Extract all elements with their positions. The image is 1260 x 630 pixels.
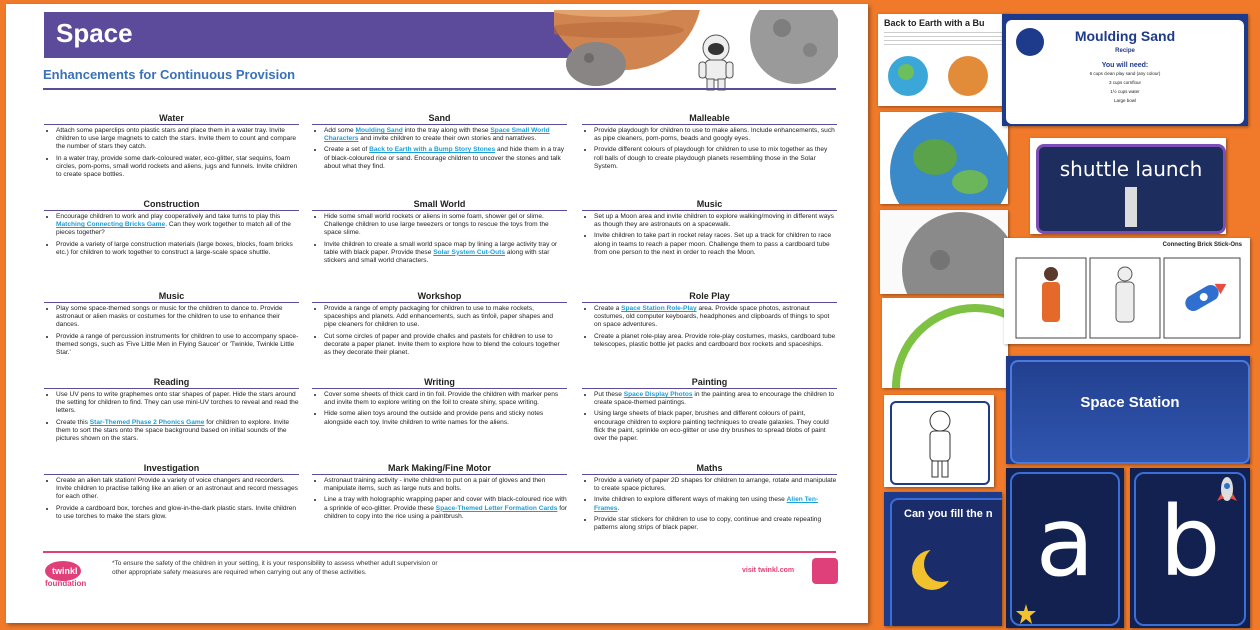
bullet-text: Add some <box>324 127 356 134</box>
brick-sticker-images <box>1004 252 1250 342</box>
bullet-item <box>594 496 837 512</box>
star-icon <box>1016 604 1036 624</box>
section-heading: Reading <box>44 376 299 389</box>
bullet-text: Provide playdough for children to use to make aliens. Include enhancements, such as pipe cleaners, pom-poms, beads and googly eyes. <box>594 127 835 143</box>
bullet-item <box>56 213 299 238</box>
sand-bucket-icon <box>1016 28 1044 56</box>
story-thumb-title: Back to Earth with a Bu <box>884 18 985 28</box>
bullet-list <box>582 305 837 349</box>
bullet-item <box>594 391 837 407</box>
bullet-text: and hide them in a tray of black-coloured rice or sand. Encourage children to uncover the stones and talk about what they find. <box>324 146 565 170</box>
bullet-item <box>594 516 837 532</box>
bullet-item <box>594 410 837 443</box>
bullet-text: for children to explore. Invite them to sort the stars onto the space background based on initial sounds of the pictures shown on the stars. <box>56 418 290 443</box>
bullet-item <box>56 477 299 502</box>
bullet-item <box>324 410 567 426</box>
safety-footnote: *To ensure the safety of the children in your setting, it is your responsibility to assess whether adult supervision or other appropriate safety measures are required when carrying out any of these activities. <box>112 560 438 576</box>
bullet-item <box>56 155 299 180</box>
bullet-text: and invite children to create their own stories and narratives. <box>358 135 537 143</box>
asteroid-image <box>566 42 626 86</box>
section-heading: Sand <box>312 112 567 125</box>
bullet-list <box>44 127 299 179</box>
section-heading: Music <box>44 290 299 303</box>
sand-ingredient: 3 cups cornflour <box>1108 80 1142 85</box>
footer-rule <box>43 551 836 553</box>
bullet-item <box>324 333 567 358</box>
page-subtitle: Enhancements for Continuous Provision <box>43 67 296 82</box>
bullet-list <box>312 391 567 427</box>
section-writing <box>312 376 567 430</box>
bullet-text: Invite children to explore different ways of making ten using these <box>594 496 787 504</box>
page-title: Space <box>56 18 133 48</box>
shuttle-image <box>1039 187 1223 227</box>
resource-link[interactable]: Space Small World Characters <box>324 127 550 143</box>
sand-ingredient: Large bowl <box>1113 98 1136 103</box>
bullet-item <box>324 127 567 143</box>
bullet-item <box>56 305 299 330</box>
enhancements-document <box>6 4 868 623</box>
bullet-item <box>56 391 299 416</box>
letter-b-card-thumbnail[interactable] <box>1130 468 1250 628</box>
bullet-item <box>56 505 299 521</box>
bullet-list <box>44 305 299 357</box>
bullet-text: . <box>617 504 620 512</box>
bullet-item <box>594 127 837 143</box>
resource-link[interactable]: Solar System Cut-Outs <box>433 248 506 256</box>
visit-link[interactable]: visit twinkl.com <box>742 567 795 574</box>
moon-image <box>750 10 838 84</box>
svg-text:foundation: foundation <box>45 579 87 588</box>
bullet-text: Using large sheets of black paper, brushes and different colours of paint, encourage children to explore painting techniques to create galaxies. They could flick the paint, sprinkle on eco-glitter or use dry brushes to spread blobs of paint over the paper. <box>594 410 829 443</box>
bullet-text: Set up a Moon area and invite children to explore walking/moving in different ways as though they are astronauts on a spacewalk. <box>594 213 834 229</box>
bullet-item <box>324 496 567 521</box>
fill-the-moon-thumbnail[interactable] <box>884 492 1002 626</box>
bullet-list <box>582 127 837 171</box>
section-heading: Music <box>582 198 837 211</box>
bullet-text: Create a set of <box>324 146 370 154</box>
resource-link[interactable]: Star-Themed Phase 2 Phonics Game <box>89 418 205 426</box>
section-sand <box>312 112 567 174</box>
bullet-text: Astronaut training activity - invite children to put on a pair of gloves and then manipulate items, such as large nuts and bolts. <box>324 477 546 493</box>
bullet-item <box>56 241 299 257</box>
section-music <box>44 290 299 360</box>
section-workshop <box>312 290 567 360</box>
connecting-brick-thumbnail[interactable] <box>1004 238 1250 344</box>
section-heading: Investigation <box>44 462 299 475</box>
bullet-text: Create a planet role-play area. Provide role-play costumes, masks, cardboard tube telescopes, plastic bottle jet packs and cardboard box rockets and spaceships. <box>594 332 836 348</box>
bullet-list <box>582 477 837 532</box>
resource-link[interactable]: Matching Connecting Bricks Game <box>56 221 166 229</box>
astronaut-outline-image <box>892 403 988 483</box>
bullet-item <box>324 477 567 493</box>
astronaut-image <box>699 35 733 90</box>
astronaut-card-thumbnail[interactable] <box>884 395 994 487</box>
bullet-list <box>312 127 567 171</box>
bullet-text: Invite children to take part in rocket relay races. Set up a track for children to race along in teams to reach a paper moon. Challenge them to pass a cardboard tube from one person to the next in order to reach the Moon. <box>594 232 832 256</box>
bullet-item <box>594 232 837 257</box>
section-role-play <box>582 290 837 352</box>
bullet-text: Line a tray with holographic wrapping paper and cover with black-coloured rice with a sprinkle of eco-glitter. Provide these <box>324 496 567 512</box>
bullet-item <box>594 213 837 229</box>
svg-text:twinkl: twinkl <box>52 566 78 576</box>
planet-stones-image <box>878 46 1008 96</box>
bullet-item <box>56 127 299 152</box>
resource-link[interactable]: Space Display Photos <box>623 391 693 398</box>
bullet-list <box>582 391 837 443</box>
bullet-list <box>312 477 567 521</box>
bullet-item <box>594 477 837 493</box>
section-heading: Mark Making/Fine Motor <box>312 462 567 475</box>
bullet-text: In a water tray, provide some dark-coloured water, eco-glitter, star sequins, foam circles, pom-poms, small world rockets and aliens, jugs and funnels. Invite children to create space bottles. <box>56 154 298 179</box>
bullet-list <box>582 213 837 257</box>
moulding-sand-recipe-thumbnail[interactable] <box>1002 14 1248 126</box>
bullet-text: Create an alien talk station! Provide a variety of voice changers and recorders. Invite children to practise talking like an alien or an astronaut and record messages for each other. <box>56 477 298 501</box>
section-reading <box>44 376 299 446</box>
section-heading: Small World <box>312 198 567 211</box>
earth-image-thumbnail[interactable] <box>880 112 1008 204</box>
sand-thumb-subtitle: Recipe <box>1115 48 1135 54</box>
header-rule <box>43 88 836 90</box>
space-hero-illustration <box>554 10 838 92</box>
quality-badge-icon <box>812 558 838 584</box>
sand-ingredient: 1½ cups water <box>1110 89 1140 94</box>
bullet-text: Provide different colours of playdough for children to use to mix together as they roll balls of dough to create playdough planets resembling those in the Solar System. <box>594 146 828 170</box>
bullet-text: Play some space-themed songs or music for the children to dance to. Provide astronaut or alien masks or costumes for the children to use to enhance their dances. <box>56 305 283 329</box>
section-construction <box>44 198 299 260</box>
bullet-text: . Can they work together to match all of the pieces together? <box>56 221 291 237</box>
section-heading: Maths <box>582 462 837 475</box>
section-heading: Painting <box>582 376 837 389</box>
section-maths <box>582 462 837 535</box>
sand-ingredient: 6 cups clean play sand (any colour) <box>1089 71 1161 76</box>
bullet-text: Attach some paperclips onto plastic stars and place them in a water tray. Invite children to use large magnets to catch the stars. Invite them to count and compare the number of stars they catch. <box>56 127 297 151</box>
section-malleable <box>582 112 837 174</box>
twinkl-foundation-logo <box>44 560 100 588</box>
bullet-list <box>312 213 567 265</box>
section-heading: Workshop <box>312 290 567 303</box>
fill-thumb-title: Can you fill the n <box>904 508 993 520</box>
section-heading: Water <box>44 112 299 125</box>
resource-link[interactable]: Space-Themed Letter Formation Cards <box>435 504 558 512</box>
bullet-text: Provide a range of percussion instruments for children to use to accompany space-themed songs, such as 'Five Little Men in Flying Saucer' or 'Twinkle, Twinkle Little Star.' <box>56 332 299 357</box>
resource-link[interactable]: Back to Earth with a Bump Story Stones <box>369 146 496 154</box>
bullet-text: Provide a variety of large construction materials (large boxes, blocks, foam bricks etc.) for children to work together to construct a large-scale space shuttle. <box>56 240 293 256</box>
section-heading: Malleable <box>582 112 837 125</box>
bullet-text: Hide some alien toys around the outside and provide pens and sticky notes alongside each toy. Invite children to write names for the aliens. <box>324 410 544 426</box>
bricks-thumb-title: Connecting Brick Stick-Ons <box>1162 242 1242 248</box>
bullet-text: along with star stickers and small world characters. <box>324 248 550 265</box>
bullet-item <box>56 333 299 358</box>
bullet-text: Cut some circles of paper and provide chalks and pastels for children to use to decorate a paper planet. Invite them to explore how to blend the colours together as they decorate their planet. <box>324 332 560 357</box>
section-heading: Construction <box>44 198 299 211</box>
bullet-item <box>594 146 837 171</box>
bullet-text: Provide star stickers for children to use to copy, continue and create repeating patterns along strips of black paper. <box>594 515 822 532</box>
resource-link[interactable]: Alien Ten-Frames <box>594 496 819 512</box>
bullet-text: Provide a variety of paper 2D shapes for children to arrange, rotate and manipulate to create space pictures. <box>594 477 837 493</box>
shuttle-thumb-title: shuttle launch <box>1059 157 1203 181</box>
rocket-icon <box>1214 476 1240 502</box>
letter-b: b <box>1159 486 1221 598</box>
section-music <box>582 198 837 260</box>
bullet-item <box>324 241 567 266</box>
shuttle-launch-thumbnail[interactable] <box>1030 138 1226 234</box>
bullet-list <box>312 305 567 357</box>
bullet-item <box>324 391 567 407</box>
section-painting <box>582 376 837 446</box>
bullet-text: Hide some small world rockets or aliens in some foam, shower gel or slime. Challenge children to use large tweezers or tongs to rescue the toys from the space slime. <box>324 213 549 237</box>
crescent-moon-icon <box>902 540 962 600</box>
letter-a-card-thumbnail[interactable] <box>1006 468 1124 628</box>
bullet-text: for children to copy into the rice using a paintbrush. <box>324 504 567 520</box>
bullet-item <box>324 305 567 330</box>
outline-thumbnail[interactable] <box>882 298 1008 388</box>
bullet-list <box>44 391 299 443</box>
bullet-text: Create this <box>56 418 90 426</box>
station-thumb-title: Space Station <box>1080 394 1180 411</box>
bullet-list <box>44 213 299 257</box>
section-investigation <box>44 462 299 524</box>
space-station-thumbnail[interactable] <box>1006 356 1250 464</box>
resource-link[interactable]: Moulding Sand <box>355 127 403 134</box>
story-stones-thumbnail[interactable] <box>878 14 1008 106</box>
letter-a: a <box>1035 486 1095 598</box>
bullet-item <box>324 213 567 238</box>
bullet-item <box>56 419 299 444</box>
sand-need-heading: You will need: <box>1101 62 1149 69</box>
bullet-text: into the tray along with these <box>402 127 491 134</box>
bullet-item <box>324 146 567 171</box>
moon-image-thumbnail[interactable] <box>880 210 1008 294</box>
section-heading: Role Play <box>582 290 837 303</box>
bullet-item <box>594 333 837 349</box>
section-mark-making-fine-motor <box>312 462 567 524</box>
bullet-text: Use UV pens to write graphemes onto star shapes of paper. Hide the stars around the setting for children to find. They can use mini-UV torches to reveal and read the letters. <box>56 391 299 415</box>
bullet-text: Cover some sheets of thick card in tin foil. Provide the children with marker pens and invite them to explore writing on the foil to create shiny, space writing. <box>324 391 559 407</box>
sand-thumb-title: Moulding Sand <box>1074 28 1176 44</box>
bullet-item <box>594 305 837 330</box>
bullet-text: Create a <box>594 305 622 312</box>
section-heading: Writing <box>312 376 567 389</box>
bullet-text: area. Provide space photos, astronaut costumes, old computer keyboards, headphones and clipboards of things to spot on space adventures. <box>594 305 830 329</box>
bullet-text: Invite children to create a small world space map by lining a large activity tray or table with black paper. Provide these <box>324 240 558 256</box>
bullet-text: in the painting area to encourage the children to create space-themed paintings. <box>594 391 835 407</box>
bullet-text: Provide a range of empty packaging for children to use to make rockets, spaceships and planets. Add enhancements, such as tinfoil, paper shapes and pipe cleaners for children to use. <box>324 305 554 329</box>
bullet-text: Encourage children to work and play cooperatively and take turns to play this <box>56 213 281 220</box>
bullet-text: Put these <box>594 391 624 398</box>
section-water <box>44 112 299 182</box>
bullet-list <box>44 477 299 521</box>
section-small-world <box>312 198 567 268</box>
bullet-text: Provide a cardboard box, torches and glow-in-the-dark plastic stars. Invite children to use torches to make the stars glow. <box>56 504 297 520</box>
resource-link[interactable]: Space Station Role-Play <box>621 305 697 312</box>
